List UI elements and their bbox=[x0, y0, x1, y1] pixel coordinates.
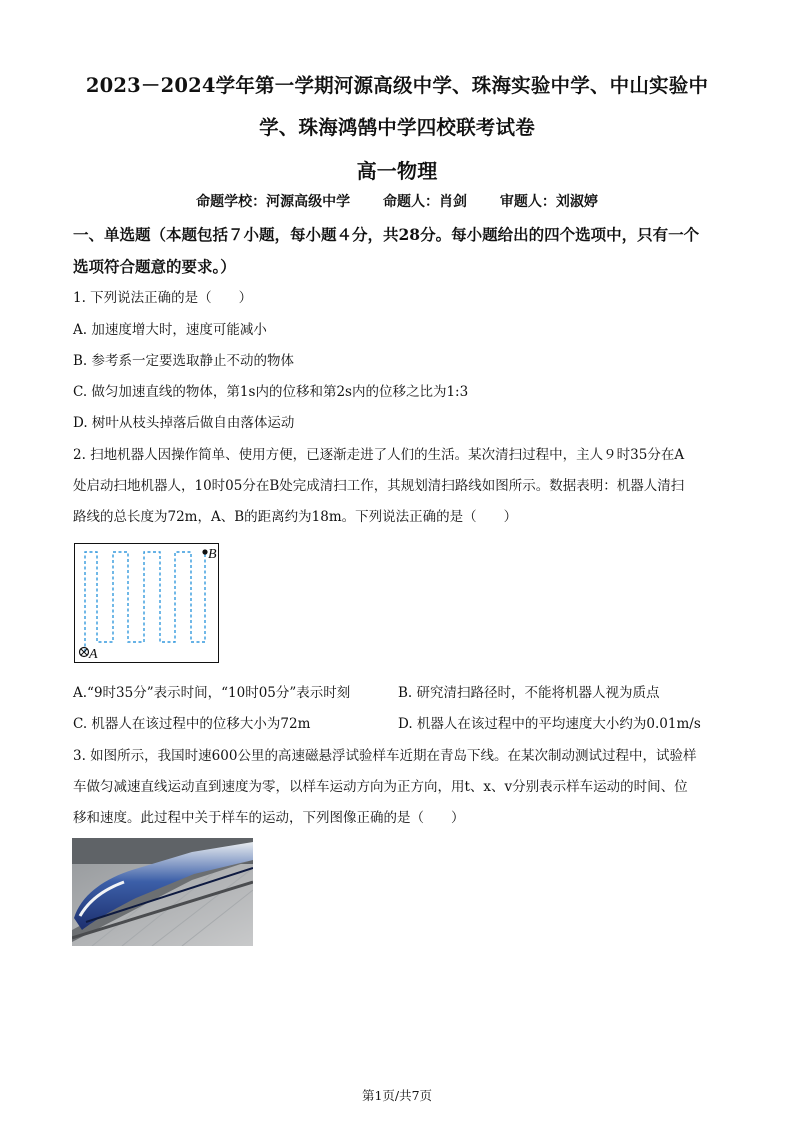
maglev-train-photo bbox=[72, 838, 253, 946]
q1-option-c: C. 做匀加速直线的物体，第1s内的位移和第2s内的位移之比为1:3 bbox=[73, 384, 469, 400]
exam-meta bbox=[0, 191, 794, 211]
section-heading-line-1: 一、单选题（本题包括７小题，每小题４分，共28分。每小题给出的四个选项中，只有一个 bbox=[73, 225, 700, 244]
q2-option-c: C. 机器人在该过程中的位移大小为72m bbox=[73, 716, 311, 732]
exam-title-line-1: 2023－2024学年第一学期河源高级中学、珠海实验中学、中山实验中 bbox=[85, 74, 709, 97]
meta-author: 命题人：肖剑 bbox=[383, 194, 467, 210]
q2-option-a: A.“9时35分”表示时间，“10时05分”表示时刻 bbox=[73, 685, 351, 701]
q2-stem-line-2: 处启动扫地机器人，10时05分在B处完成清扫工作，其规划清扫路线如图所示。数据表明：机器人清扫 bbox=[73, 478, 685, 494]
point-b-dot bbox=[202, 549, 207, 554]
maglev-photo-svg bbox=[72, 838, 253, 946]
cleaning-route-diagram bbox=[74, 543, 219, 663]
exam-title-line-2: 学、珠海鸿鹄中学四校联考试卷 bbox=[259, 116, 535, 139]
cleaning-route-path bbox=[85, 552, 205, 652]
exam-subject: 高一物理 bbox=[356, 159, 438, 183]
q2-option-b: B. 研究清扫路径时，不能将机器人视为质点 bbox=[398, 685, 660, 701]
q2-option-d: D. 机器人在该过程中的平均速度大小约为0.01m/s bbox=[398, 716, 701, 732]
meta-reviewer: 审题人：刘淑婷 bbox=[499, 194, 598, 210]
q3-stem-line-1: 3. 如图所示，我国时速600公里的高速磁悬浮试验样车近期在青岛下线。在某次制动测试过程中，试验样 bbox=[73, 748, 697, 764]
q3-stem-line-3: 移和速度。此过程中关于样车的运动，下列图像正确的是（ ） bbox=[73, 810, 465, 826]
q3-stem-line-2: 车做匀减速直线运动直到速度为零，以样车运动方向为正方向，用t、x、v分别表示样车运动的时间、位 bbox=[73, 779, 688, 795]
q1-option-b: B. 参考系一定要选取静止不动的物体 bbox=[73, 353, 295, 369]
q2-stem-line-3: 路线的总长度为72m，A、B的距离约为18m。下列说法正确的是（ ） bbox=[73, 509, 518, 525]
q2-stem-line-1: 2. 扫地机器人因操作简单、使用方便，已逐渐走进了人们的生活。某次清扫过程中，主人９时35分在A bbox=[73, 447, 685, 463]
section-heading-line-2: 选项符合题意的要求。） bbox=[73, 257, 236, 276]
q1-stem: 1. 下列说法正确的是（ ） bbox=[73, 290, 253, 306]
meta-school: 命题学校：河源高级中学 bbox=[196, 194, 351, 210]
page-number: 第1页/共7页 bbox=[361, 1088, 433, 1103]
q1-option-d: D. 树叶从枝头掉落后做自由落体运动 bbox=[73, 415, 295, 431]
q1-option-a: A. 加速度增大时，速度可能减小 bbox=[73, 322, 267, 338]
point-a-label: A bbox=[89, 647, 98, 661]
point-b-label: B bbox=[208, 547, 217, 562]
cleaning-route-svg bbox=[75, 544, 217, 661]
